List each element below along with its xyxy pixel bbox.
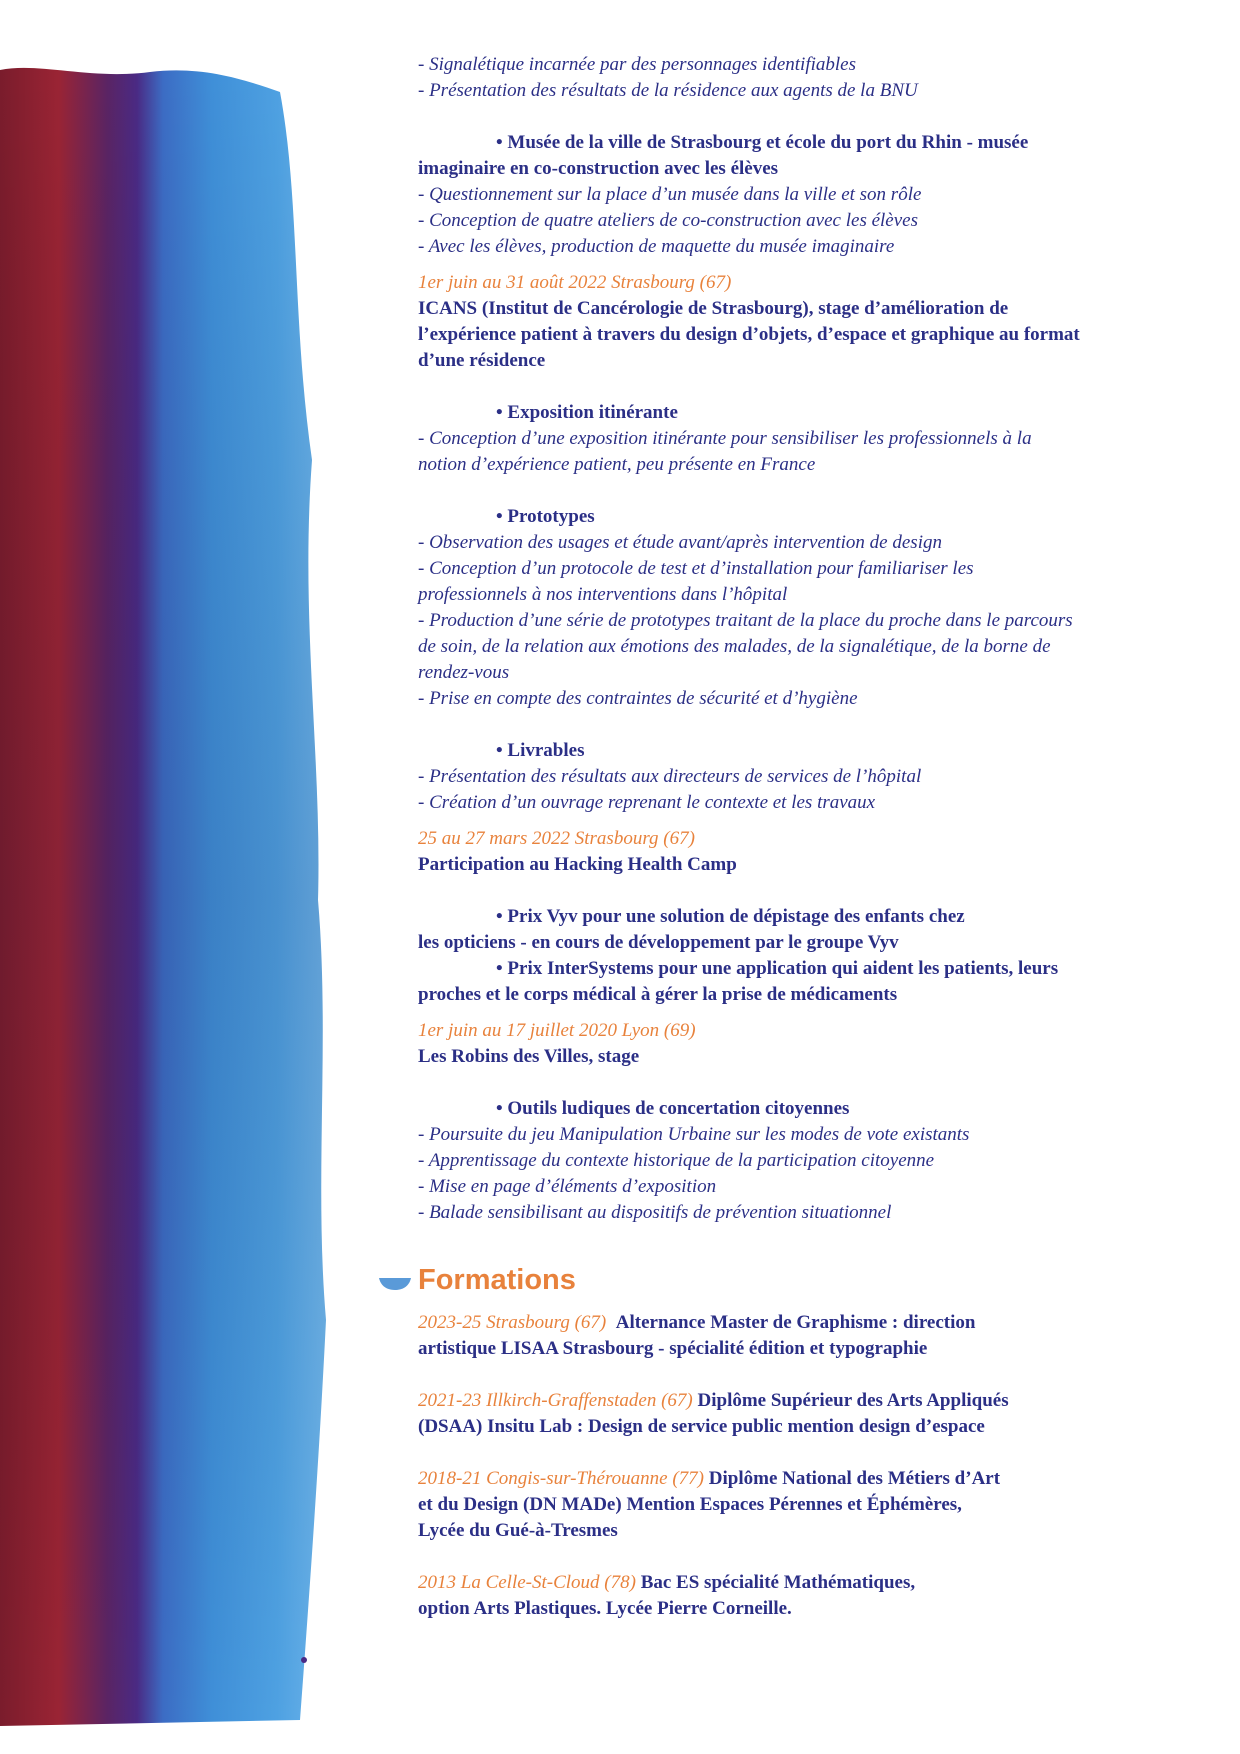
prototypes-item: rendez-vous bbox=[418, 662, 510, 683]
musee-item: - Questionnement sur la place d’un musée dans la ville et son rôle bbox=[418, 184, 922, 205]
prototypes-item: - Conception d’un protocole de test et d’installation pour familiariser les bbox=[418, 558, 974, 579]
livrables-item: - Présentation des résultats aux directeurs de services de l’hôpital bbox=[418, 766, 922, 787]
formation-entry bbox=[418, 1388, 1208, 1440]
formation-line: Bac ES spécialité Mathématiques, bbox=[640, 1572, 916, 1593]
hacking-date: 25 au 27 mars 2022 Strasbourg (67) bbox=[418, 828, 695, 849]
robins-subtitle: • Outils ludiques de concertation citoyennes bbox=[496, 1098, 850, 1119]
formation-entry bbox=[418, 1466, 1208, 1544]
robins-item: - Mise en page d’éléments d’exposition bbox=[418, 1176, 717, 1197]
formations-heading bbox=[418, 1260, 1208, 1300]
formation-line: Lycée du Gué-à-Tresmes bbox=[418, 1520, 618, 1541]
icans-title: ICANS (Institut de Cancérologie de Strasbourg), stage d’amélioration de bbox=[418, 298, 1009, 319]
icans-title: d’une résidence bbox=[418, 350, 546, 371]
musee-title-cont: imaginaire en co-construction avec les élèves bbox=[418, 158, 779, 179]
formation-line: (DSAA) Insitu Lab : Design de service public mention design d’espace bbox=[418, 1416, 985, 1437]
prototypes-item: - Prise en compte des contraintes de sécurité et d’hygiène bbox=[418, 688, 858, 709]
formation-date: 2013 La Celle-St-Cloud (78) bbox=[418, 1572, 636, 1593]
prototypes-item: - Production d’une série de prototypes traitant de la place du proche dans le parcours bbox=[418, 610, 1073, 631]
hacking-line: les opticiens - en cours de développement par le groupe Vyv bbox=[418, 932, 899, 953]
formation-date: 2023-25 Strasbourg (67) bbox=[418, 1312, 607, 1333]
musee-item: - Avec les élèves, production de maquette du musée imaginaire bbox=[418, 236, 895, 257]
prototypes-item: - Observation des usages et étude avant/après intervention de design bbox=[418, 532, 942, 553]
formation-line: artistique LISAA Strasbourg - spécialité édition et typographie bbox=[418, 1338, 928, 1359]
livrables-item: - Création d’un ouvrage reprenant le contexte et les travaux bbox=[418, 792, 876, 813]
hacking-title: Participation au Hacking Health Camp bbox=[418, 854, 737, 875]
robins-title: Les Robins des Villes, stage bbox=[418, 1046, 640, 1067]
formation-line: Diplôme Supérieur des Arts Appliqués bbox=[697, 1390, 1009, 1411]
musee-item: - Conception de quatre ateliers de co-construction avec les élèves bbox=[418, 210, 918, 231]
icans-date: 1er juin au 31 août 2022 Strasbourg (67) bbox=[418, 272, 732, 293]
expo-item: notion d’expérience patient, peu présente en France bbox=[418, 454, 816, 475]
main-content bbox=[418, 52, 1208, 1622]
hacking-line: • Prix Vyv pour une solution de dépistage des enfants chez bbox=[496, 906, 965, 927]
hacking-line: • Prix InterSystems pour une application qui aident les patients, leurs bbox=[496, 958, 1059, 979]
formation-date: 2018-21 Congis-sur-Thérouanne (77) bbox=[418, 1468, 705, 1489]
top-line: - Signalétique incarnée par des personnages identifiables bbox=[418, 54, 856, 75]
robins-item: - Poursuite du jeu Manipulation Urbaine sur les modes de vote existants bbox=[418, 1124, 970, 1145]
prototypes-item: professionnels à nos interventions dans l’hôpital bbox=[418, 584, 788, 605]
icans-title: l’expérience patient à travers du design d’objets, d’espace et graphique au format bbox=[418, 324, 1080, 345]
half-circle-icon bbox=[378, 1276, 412, 1291]
robins-item: - Apprentissage du contexte historique de la participation citoyenne bbox=[418, 1150, 935, 1171]
formation-date: 2021-23 Illkirch-Graffenstaden (67) bbox=[418, 1390, 693, 1411]
prototypes-item: de soin, de la relation aux émotions des malades, de la signalétique, de la borne de bbox=[418, 636, 1051, 657]
formation-line: option Arts Plastiques. Lycée Pierre Corneille. bbox=[418, 1598, 792, 1619]
hacking-line: proches et le corps médical à gérer la prise de médicaments bbox=[418, 984, 898, 1005]
livrables-title: • Livrables bbox=[496, 740, 585, 761]
prototypes-title: • Prototypes bbox=[496, 506, 595, 527]
formation-line: Diplôme National des Métiers d’Art bbox=[708, 1468, 1001, 1489]
robins-date: 1er juin au 17 juillet 2020 Lyon (69) bbox=[418, 1020, 696, 1041]
expo-title: • Exposition itinérante bbox=[496, 402, 678, 423]
watercolor-stripe bbox=[0, 0, 360, 1754]
expo-item: - Conception d’une exposition itinérante pour sensibiliser les professionnels à la bbox=[418, 428, 1032, 449]
top-line: - Présentation des résultats de la résidence aux agents de la BNU bbox=[418, 80, 918, 101]
musee-title: • Musée de la ville de Strasbourg et école du port du Rhin - musée bbox=[496, 132, 1029, 153]
formation-entry bbox=[418, 1310, 1208, 1362]
robins-item: - Balade sensibilisant au dispositifs de prévention situationnel bbox=[418, 1202, 892, 1223]
formation-line: Alternance Master de Graphisme : direction bbox=[615, 1312, 976, 1333]
formation-entry bbox=[418, 1570, 1208, 1622]
formation-line: et du Design (DN MADe) Mention Espaces Pérennes et Éphémères, bbox=[418, 1494, 962, 1515]
formations-heading-text: Formations bbox=[418, 1264, 576, 1296]
